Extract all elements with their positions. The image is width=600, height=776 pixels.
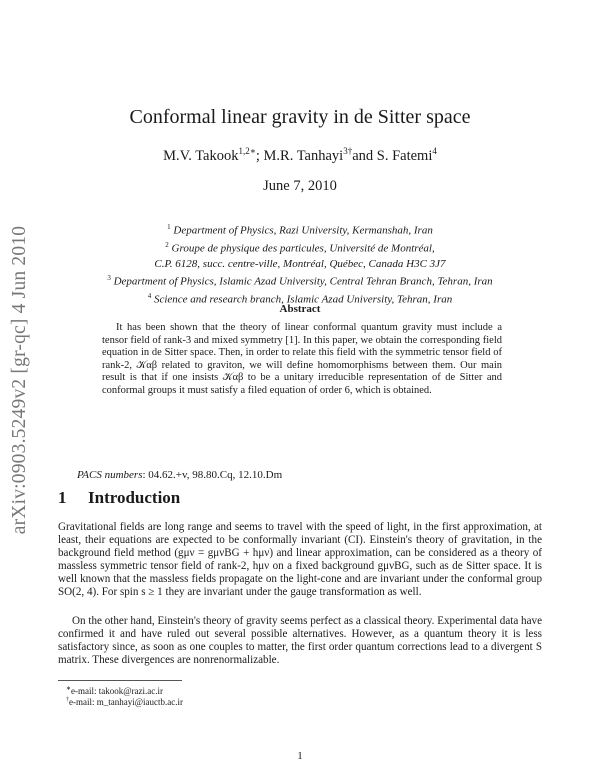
body-paragraph: Gravitational fields are long range and seems to travel with the speed of light, in the first approximation, at least, their equations are expected to be conformally invariant (CI). Einstein's theory of gravitation, in the background field method (gμν = gμνBG + hμν) and linear approximation, can be considered as a theory of massless symmetric tensor field of rank-2, hμν on a fixed background gμνBG, such as de Sitter space. It is well known that the massless fields propagate on the light-cone and are invariant under the conformal group SO(2, 4). For spin s ≥ 1 they are invariant under the gauge transformation as well.: [58, 521, 542, 599]
footnote-text: e-mail: takook@razi.ac.ir: [71, 686, 164, 696]
abstract-text: It has been shown that the theory of linear conformal quantum gravity must include a tensor field of rank-3 and mixed symmetry [1]. In this paper, we obtain the corresponding field equation in de Sitter space. Then, in order to relate this field with the symmetric tensor field of rank-2, 𝒦αβ related to graviton, we will define homomorphisms between them. Our main result is that if one insists 𝒦αβ to be a unitary irreducible representation of de Sitter and conformal groups it must satisfy a filed equation of order 6, which is obtained.: [102, 322, 502, 396]
author-takook: M.V. Takook: [163, 147, 239, 164]
paper-date: June 7, 2010: [263, 178, 337, 194]
affiliation-line: C.P. 6128, succ. centre-ville, Montréal, Québec, Canada H3C 3J7: [154, 257, 446, 270]
footnote-mark: †: [66, 697, 69, 703]
footnote-mark: ∗: [66, 686, 72, 692]
pacs-numbers: [77, 469, 282, 481]
abstract-heading: Abstract: [279, 303, 321, 315]
affiliation-line: $^3$ Department of Physics, Islamic Azad University, Central Tehran Branch, Tehran, Iran: [107, 274, 493, 288]
body-paragraph: On the other hand, Einstein's theory of gravity seems perfect as a classical theory. Experimental data have confirmed it and have ruled out several possible alternatives. However, as a quantum theory it is less satisfactory since, as soon as one couples to matter, the first order quantum corrections lead to a divergent S matrix. These divergences are nonrenormalizable.: [58, 615, 542, 667]
affiliation-line: $^2$ Groupe de physique des particules, Université de Montréal,: [165, 241, 435, 255]
author-fatemi-sup: 4: [432, 146, 437, 156]
author-separator: ;: [255, 147, 264, 164]
authors-line: [0, 146, 600, 165]
author-takook-sup: 1,2∗: [238, 146, 256, 156]
affiliation-line: $^1$ Department of Physics, Razi University, Kermanshah, Iran: [167, 223, 433, 237]
arxiv-id: arXiv:0903.5249v2 [gr-qc] 4 Jun 2010: [9, 225, 30, 535]
author-fatemi: S. Fatemi: [376, 147, 433, 164]
page-number: 1: [297, 750, 303, 762]
paper-title: Conformal linear gravity in de Sitter space: [129, 106, 471, 128]
footnote: [66, 695, 183, 708]
section-number: 1: [58, 488, 67, 507]
affiliation-line: $^4$ Science and research branch, Islamic Azad University, Tehran, Iran: [147, 292, 453, 306]
pacs-label: PACS numbers: [77, 469, 143, 481]
footnote-text: e-mail: m_tanhayi@iauctb.ac.ir: [69, 697, 183, 707]
author-tanhayi-sup: 3†: [343, 146, 353, 156]
affiliations: [0, 220, 600, 308]
pacs-values: : 04.62.+v, 98.80.Cq, 12.10.Dm: [142, 469, 283, 481]
section-heading: [58, 488, 180, 508]
author-tanhayi: M.R. Tanhayi: [263, 147, 344, 164]
footnote-rule: [58, 680, 182, 681]
section-title: Introduction: [88, 488, 181, 507]
author-separator: and: [352, 147, 377, 164]
